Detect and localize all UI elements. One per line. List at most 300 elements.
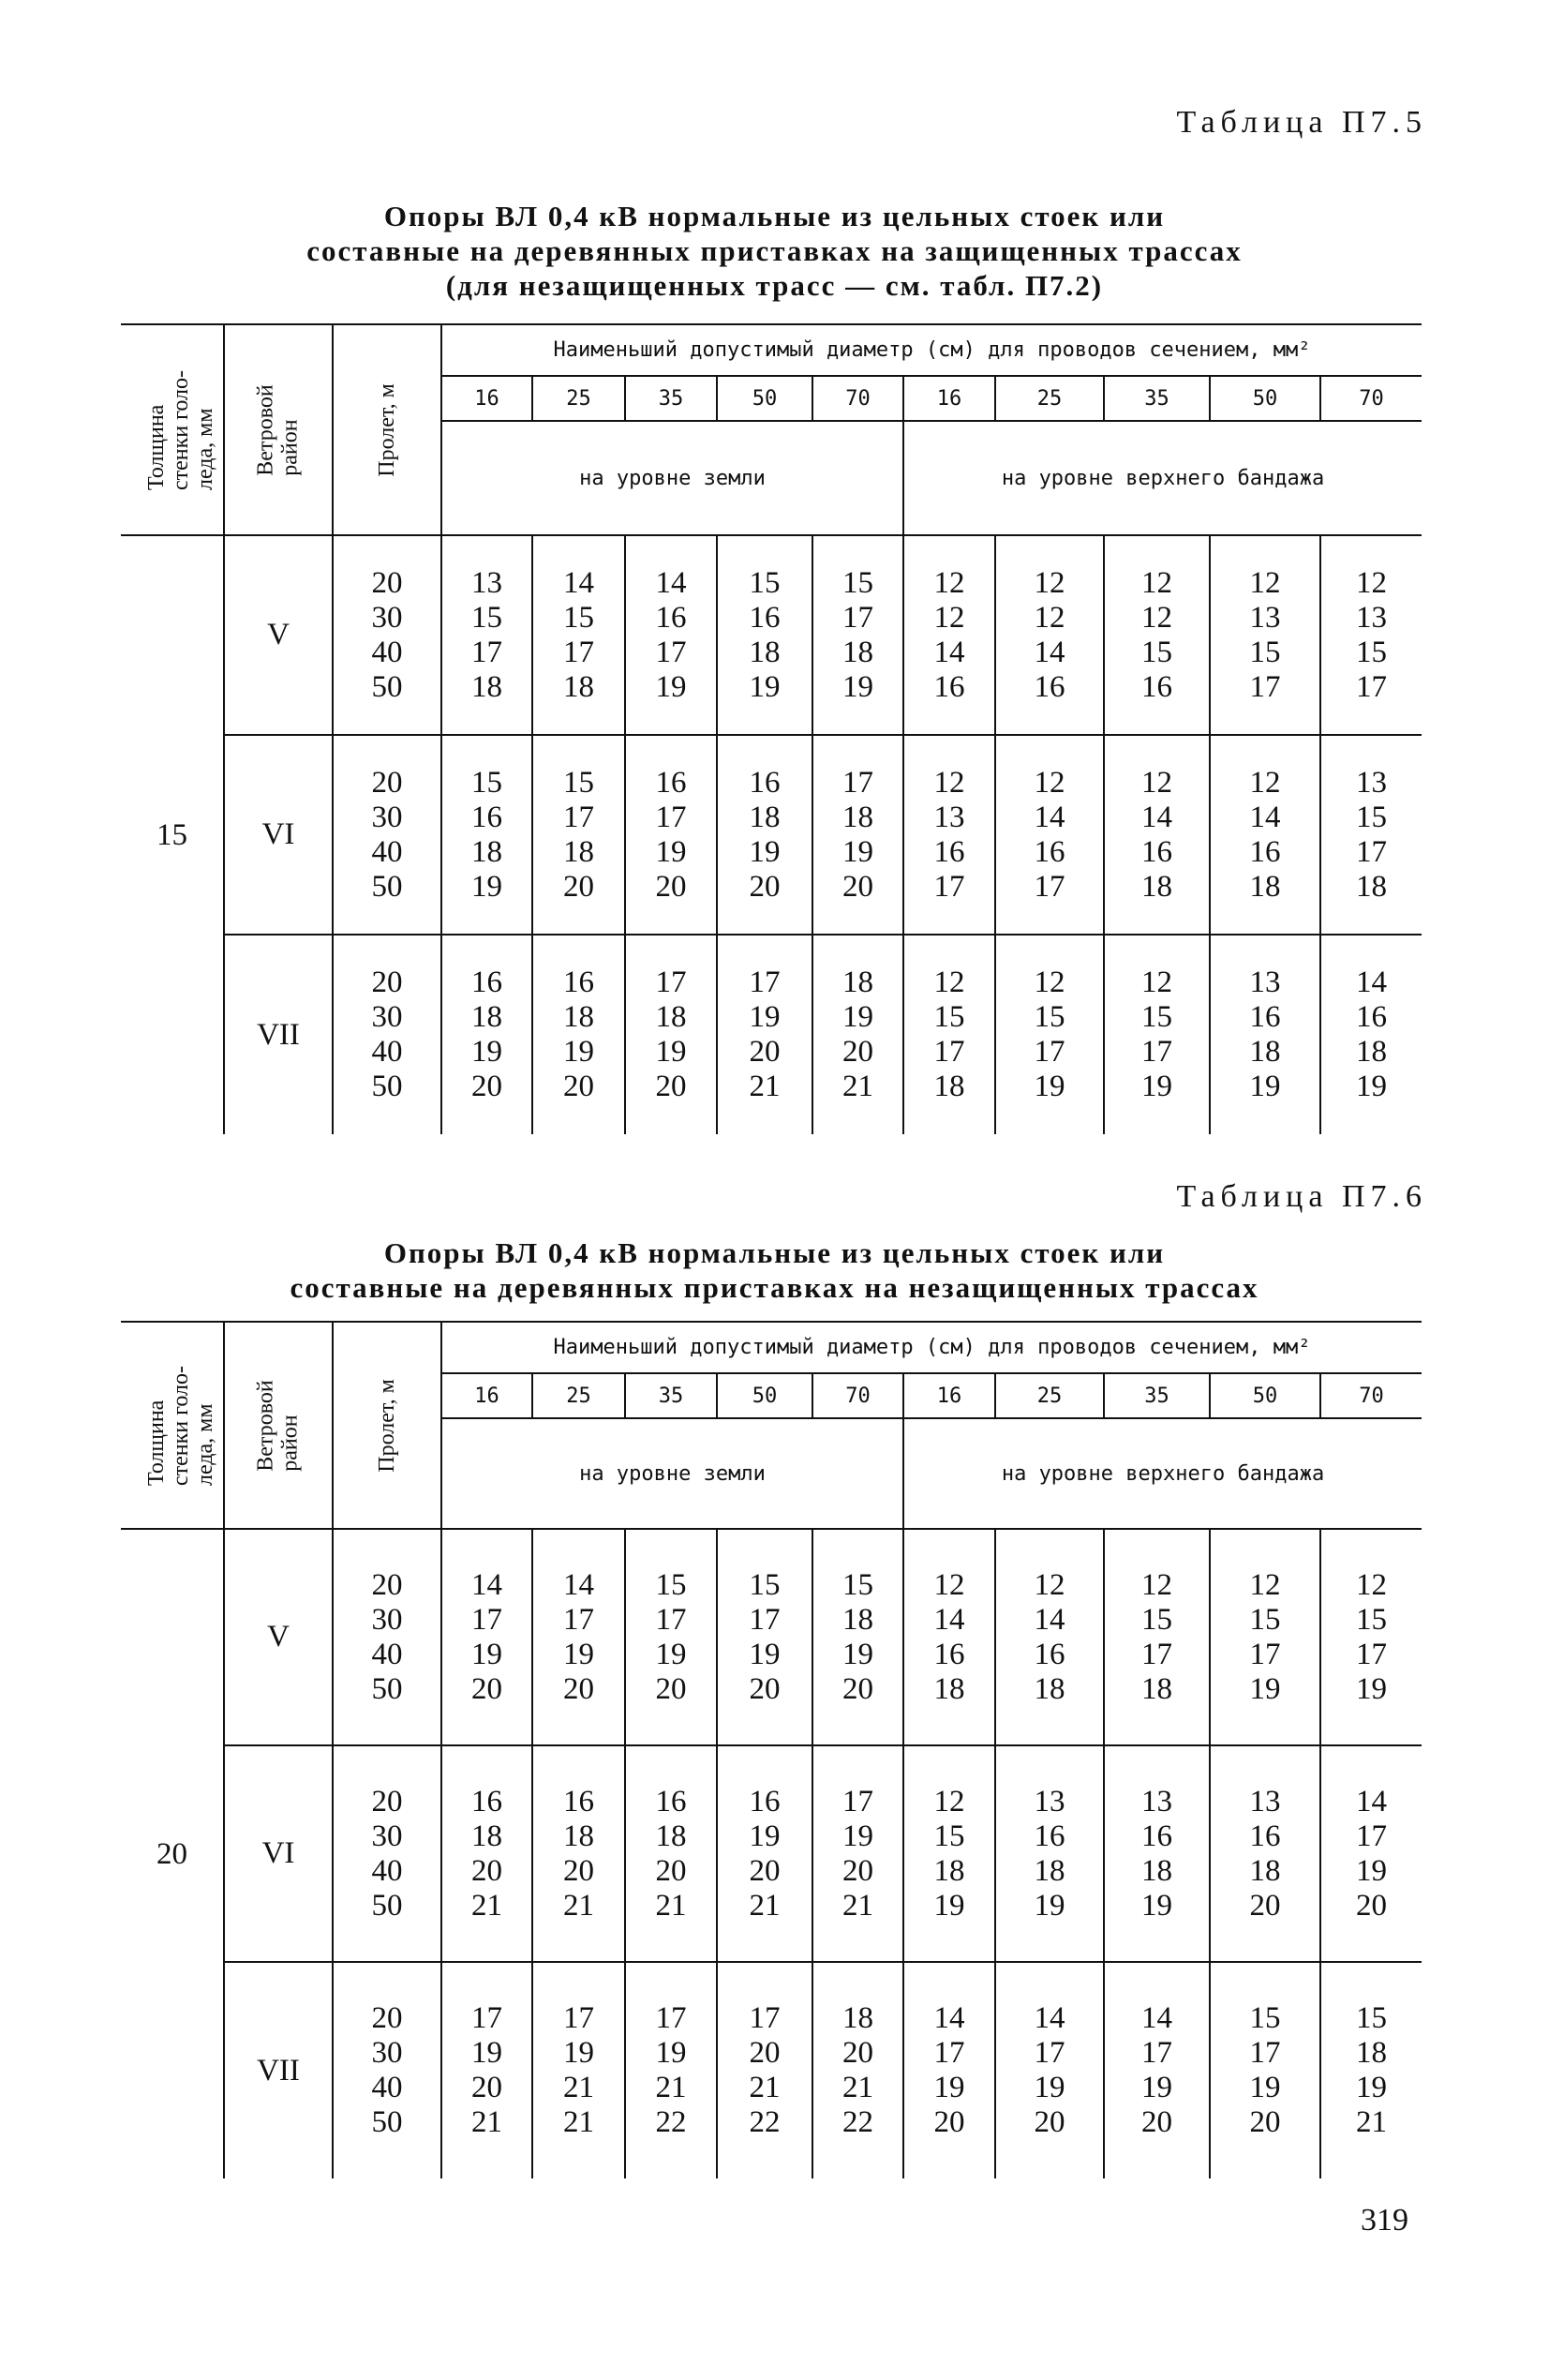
diameter-value: 14: [1141, 2001, 1172, 2035]
diameter-value: 20: [749, 2036, 781, 2070]
diameter-value: 21: [655, 1888, 687, 1923]
diameter-value: 13: [1356, 600, 1388, 635]
diameter-value: 17: [749, 2001, 781, 2035]
diameter-value: 12: [1141, 965, 1172, 999]
span-value: 40: [371, 1637, 403, 1671]
diameter-values: [441, 1745, 532, 1962]
diameter-value: 19: [471, 2036, 502, 2070]
header-wire-size: 25: [995, 376, 1104, 421]
diameter-value: 17: [1356, 1637, 1388, 1671]
diameter-value: 20: [842, 869, 873, 904]
diameter-value: 17: [749, 1602, 781, 1637]
header-wire-size: 70: [812, 1373, 903, 1418]
table-body: [121, 535, 1422, 1134]
diameter-value: 21: [563, 2105, 594, 2139]
header-wire-size: 16: [441, 1373, 532, 1418]
diameter-value: 14: [933, 635, 965, 669]
diameter-value: 15: [1356, 635, 1388, 669]
diameter-value: 12: [1034, 565, 1065, 600]
header-wire-size: 50: [1210, 1373, 1320, 1418]
diameter-value: 17: [1034, 1035, 1065, 1069]
page-number: 319: [1361, 2203, 1408, 2238]
diameter-value: 16: [1034, 1819, 1065, 1853]
diameter-value: 14: [1141, 800, 1172, 834]
diameter-value: 17: [655, 2001, 687, 2035]
span-value: 50: [371, 669, 403, 704]
diameter-value: 19: [1141, 2071, 1172, 2104]
diameter-value: 20: [563, 1671, 594, 1706]
header-wind-region: [224, 1322, 333, 1529]
diameter-value: 20: [563, 1070, 594, 1103]
diameter-values: [1104, 935, 1210, 1134]
span-value: 30: [371, 1000, 403, 1034]
header-ground-level: на уровне земли: [441, 1418, 903, 1529]
header-wire-size: 16: [903, 1373, 995, 1418]
diameter-value: 12: [1356, 1567, 1388, 1602]
header-wire-size: 50: [717, 376, 812, 421]
diameter-values: [1320, 1529, 1422, 1745]
diameter-value: 19: [1249, 1671, 1281, 1706]
diameter-value: 12: [1141, 600, 1172, 635]
diameter-values: [812, 1745, 903, 1962]
span-value: 50: [371, 1671, 403, 1706]
ice-thickness-value: 20: [156, 1836, 187, 1871]
diameter-values: [625, 735, 717, 935]
diameter-value: 15: [933, 1819, 965, 1853]
span-value: 30: [371, 1819, 403, 1853]
header-ice-thickness: [121, 1322, 224, 1529]
diameter-value: 12: [1034, 765, 1065, 800]
table-title: [0, 1235, 1549, 1305]
span-value: 30: [371, 800, 403, 834]
diameter-value: 20: [563, 1853, 594, 1888]
header-wire-size: 25: [532, 1373, 625, 1418]
diameter-values: [717, 1529, 812, 1745]
diameter-value: 16: [749, 600, 781, 635]
diameter-values: [717, 735, 812, 935]
diameter-value: 12: [1249, 765, 1281, 800]
diameter-value: 19: [1034, 1888, 1065, 1923]
diameter-values: [1320, 1745, 1422, 1962]
diameter-value: 22: [749, 2105, 781, 2139]
diameter-value: 21: [842, 1888, 873, 1923]
diameter-value: 19: [1356, 1853, 1388, 1888]
diameter-value: 19: [749, 1819, 781, 1853]
diameter-values: [812, 735, 903, 935]
header-wire-size: 70: [1320, 376, 1422, 421]
diameter-value: 15: [471, 765, 502, 800]
diameter-value: 13: [1356, 765, 1388, 800]
diameter-value: 16: [1141, 669, 1172, 704]
diameter-value: 19: [842, 834, 873, 869]
span-value: 40: [371, 2071, 403, 2104]
diameter-value: 19: [1356, 2071, 1388, 2104]
diameter-value: 19: [1034, 2071, 1065, 2104]
diameter-value: 19: [471, 869, 502, 904]
diameter-value: 19: [749, 834, 781, 869]
diameter-value: 18: [563, 669, 594, 704]
diameter-value: 17: [1141, 2036, 1172, 2070]
wind-region-value: V: [224, 535, 333, 735]
diameter-value: 20: [749, 1035, 781, 1069]
diameter-value: 15: [842, 1567, 873, 1602]
diameter-value: 19: [749, 669, 781, 704]
diameter-value: 21: [842, 2071, 873, 2104]
diameter-value: 17: [655, 635, 687, 669]
diameter-value: 14: [1034, 1602, 1065, 1637]
header-diameter: Наименьший допустимый диаметр (см) для проводов сечением, мм²: [441, 1322, 1422, 1373]
diameter-value: 18: [471, 1000, 502, 1034]
diameter-value: 17: [1034, 869, 1065, 904]
diameter-value: 12: [1034, 1567, 1065, 1602]
wind-region-value: V: [224, 1529, 333, 1745]
header-wire-size: 35: [1104, 1373, 1210, 1418]
diameter-value: 20: [842, 1853, 873, 1888]
diameter-values: [812, 1962, 903, 2178]
diameter-value: 18: [842, 635, 873, 669]
diameter-value: 15: [1034, 1000, 1065, 1034]
diameter-value: 18: [1249, 1853, 1281, 1888]
diameter-value: 16: [1141, 834, 1172, 869]
diameter-values: [1210, 1962, 1320, 2178]
diameter-value: 20: [471, 2071, 502, 2104]
data-table: [121, 1321, 1422, 2178]
diameter-value: 12: [1141, 1567, 1172, 1602]
diameter-values: [995, 935, 1104, 1134]
diameter-value: 19: [655, 1035, 687, 1069]
header-line: район: [277, 1414, 303, 1472]
diameter-value: 15: [1249, 1602, 1281, 1637]
span-values: [333, 935, 441, 1134]
diameter-value: 20: [655, 1853, 687, 1888]
diameter-value: 16: [471, 800, 502, 834]
span-values: [333, 735, 441, 935]
header-wire-size: 16: [441, 376, 532, 421]
span-value: 20: [371, 565, 403, 600]
diameter-value: 12: [933, 565, 965, 600]
header-ice-thickness: [121, 324, 224, 535]
diameter-values: [532, 935, 625, 1134]
diameter-value: 14: [1356, 1784, 1388, 1819]
diameter-value: 19: [655, 834, 687, 869]
data-table: [121, 323, 1422, 1134]
diameter-value: 19: [842, 1819, 873, 1853]
diameter-value: 19: [1034, 1070, 1065, 1103]
span-value: 40: [371, 1853, 403, 1888]
table-header: [121, 1322, 1422, 1529]
diameter-value: 20: [655, 1070, 687, 1103]
diameter-value: 22: [842, 2105, 873, 2139]
diameter-value: 21: [471, 1888, 502, 1923]
diameter-value: 18: [1034, 1853, 1065, 1888]
diameter-value: 12: [933, 1567, 965, 1602]
diameter-value: 18: [563, 1819, 594, 1853]
diameter-value: 16: [1249, 834, 1281, 869]
diameter-values: [441, 735, 532, 935]
diameter-value: 20: [1249, 1888, 1281, 1923]
diameter-value: 17: [842, 1784, 873, 1819]
diameter-values: [812, 1529, 903, 1745]
diameter-value: 18: [563, 834, 594, 869]
diameter-value: 17: [933, 1035, 965, 1069]
diameter-value: 18: [749, 635, 781, 669]
title-line: Опоры ВЛ 0,4 кВ нормальные из цельных стоек или: [383, 1236, 1166, 1269]
span-value: 50: [371, 1070, 403, 1103]
diameter-values: [625, 535, 717, 735]
diameter-values: [1320, 1962, 1422, 2178]
diameter-value: 17: [933, 869, 965, 904]
diameter-value: 15: [1356, 2001, 1388, 2035]
span-value: 20: [371, 765, 403, 800]
diameter-value: 19: [563, 2036, 594, 2070]
diameter-value: 16: [655, 600, 687, 635]
diameter-value: 12: [1249, 565, 1281, 600]
diameter-value: 15: [563, 765, 594, 800]
diameter-value: 19: [1141, 1888, 1172, 1923]
diameter-values: [717, 535, 812, 735]
header-span: [333, 324, 441, 535]
diameter-value: 15: [655, 1567, 687, 1602]
diameter-value: 17: [1356, 834, 1388, 869]
diameter-value: 16: [1141, 1819, 1172, 1853]
diameter-values: [1104, 1962, 1210, 2178]
diameter-value: 19: [563, 1637, 594, 1671]
diameter-value: 17: [1356, 669, 1388, 704]
diameter-value: 18: [1141, 869, 1172, 904]
diameter-values: [1320, 535, 1422, 735]
diameter-value: 18: [842, 1602, 873, 1637]
table-body: [121, 1529, 1422, 2178]
diameter-value: 12: [933, 765, 965, 800]
header-span: [333, 1322, 441, 1529]
diameter-value: 18: [842, 965, 873, 999]
diameter-value: 20: [1141, 2105, 1172, 2139]
header-wire-size: 50: [717, 1373, 812, 1418]
span-value: 20: [371, 1784, 403, 1819]
wind-region-value: VII: [224, 1962, 333, 2178]
diameter-value: 16: [749, 1784, 781, 1819]
diameter-values: [903, 935, 995, 1134]
diameter-value: 16: [563, 965, 594, 999]
diameter-values: [1104, 1529, 1210, 1745]
header-wire-size: 35: [625, 1373, 717, 1418]
diameter-value: 13: [1249, 600, 1281, 635]
span-value: 30: [371, 1602, 403, 1637]
diameter-value: 16: [1356, 1000, 1388, 1034]
diameter-values: [1320, 935, 1422, 1134]
diameter-value: 18: [749, 800, 781, 834]
diameter-value: 19: [471, 1035, 502, 1069]
diameter-values: [532, 1529, 625, 1745]
diameter-value: 15: [1356, 800, 1388, 834]
diameter-value: 16: [1034, 1637, 1065, 1671]
diameter-value: 15: [1141, 1000, 1172, 1034]
diameter-value: 18: [1356, 1035, 1388, 1069]
diameter-value: 21: [563, 1888, 594, 1923]
diameter-values: [1104, 1745, 1210, 1962]
header-ground-level: на уровне земли: [441, 421, 903, 535]
diameter-value: 20: [933, 2105, 965, 2139]
diameter-value: 17: [655, 1602, 687, 1637]
header-wire-size: 35: [625, 376, 717, 421]
diameter-value: 20: [563, 869, 594, 904]
diameter-values: [441, 1962, 532, 2178]
diameter-value: 12: [1356, 565, 1388, 600]
span-value: 30: [371, 600, 403, 635]
diameter-values: [717, 1962, 812, 2178]
diameter-value: 17: [1249, 1637, 1281, 1671]
header-line: Ветровой: [253, 383, 278, 476]
span-values: [333, 1962, 441, 2178]
diameter-values: [1104, 535, 1210, 735]
diameter-value: 18: [1356, 2036, 1388, 2070]
diameter-value: 18: [1141, 1671, 1172, 1706]
diameter-value: 19: [842, 1000, 873, 1034]
diameter-value: 13: [471, 565, 502, 600]
diameter-values: [995, 1529, 1104, 1745]
diameter-value: 19: [471, 1637, 502, 1671]
diameter-values: [717, 1745, 812, 1962]
header-wire-size: 25: [995, 1373, 1104, 1418]
diameter-values: [532, 535, 625, 735]
span-value: 50: [371, 869, 403, 904]
diameter-value: 18: [563, 1000, 594, 1034]
diameter-value: 15: [842, 565, 873, 600]
header-wind-region: [224, 324, 333, 535]
diameter-value: 13: [933, 800, 965, 834]
diameter-values: [1210, 935, 1320, 1134]
span-value: 40: [371, 635, 403, 669]
wind-region-value: VII: [224, 935, 333, 1134]
diameter-values: [1210, 1529, 1320, 1745]
diameter-value: 18: [933, 1853, 965, 1888]
diameter-values: [903, 1962, 995, 2178]
title-line: Опоры ВЛ 0,4 кВ нормальные из цельных стоек или: [383, 200, 1166, 232]
title-line: составные на деревянных приставках на незащищенных трассах: [290, 1271, 1259, 1304]
diameter-values: [441, 935, 532, 1134]
diameter-values: [625, 1962, 717, 2178]
diameter-value: 15: [749, 565, 781, 600]
diameter-values: [995, 1745, 1104, 1962]
diameter-value: 14: [1249, 800, 1281, 834]
diameter-values: [1210, 1745, 1320, 1962]
diameter-value: 13: [1249, 1784, 1281, 1819]
header-bandage-level: на уровне верхнего бандажа: [903, 421, 1422, 535]
diameter-value: 16: [933, 669, 965, 704]
span-value: 50: [371, 1888, 403, 1923]
diameter-value: 20: [842, 2036, 873, 2070]
wind-region-value: VI: [224, 735, 333, 935]
diameter-value: 22: [655, 2105, 687, 2139]
diameter-value: 19: [563, 1035, 594, 1069]
diameter-value: 15: [471, 600, 502, 635]
title-line: (для незащищенных трасс — см. табл. П7.2): [445, 269, 1104, 302]
diameter-value: 16: [655, 765, 687, 800]
diameter-value: 18: [1141, 1853, 1172, 1888]
diameter-values: [903, 1529, 995, 1745]
diameter-value: 20: [655, 1671, 687, 1706]
diameter-value: 15: [1141, 1602, 1172, 1637]
table-label: Таблица П7.6: [1176, 1179, 1427, 1214]
table-header: [121, 324, 1422, 535]
diameter-value: 14: [1034, 800, 1065, 834]
diameter-value: 20: [471, 1853, 502, 1888]
diameter-value: 12: [933, 600, 965, 635]
diameter-value: 17: [655, 965, 687, 999]
diameter-value: 12: [1141, 565, 1172, 600]
table-title: [0, 199, 1549, 303]
diameter-value: 13: [1249, 965, 1281, 999]
diameter-value: 17: [1356, 1819, 1388, 1853]
table-row: [121, 1529, 1422, 1745]
diameter-value: 14: [563, 565, 594, 600]
diameter-value: 14: [1034, 2001, 1065, 2035]
diameter-value: 14: [471, 1567, 502, 1602]
diameter-value: 18: [655, 1819, 687, 1853]
diameter-value: 17: [471, 1602, 502, 1637]
diameter-values: [1210, 535, 1320, 735]
diameter-value: 13: [1034, 1784, 1065, 1819]
header-line: Толщина: [144, 1400, 170, 1486]
diameter-value: 20: [1034, 2105, 1065, 2139]
diameter-value: 12: [1034, 600, 1065, 635]
diameter-values: [1104, 735, 1210, 935]
diameter-value: 14: [655, 565, 687, 600]
diameter-values: [903, 1745, 995, 1962]
diameter-value: 19: [842, 1637, 873, 1671]
diameter-value: 16: [563, 1784, 594, 1819]
diameter-value: 17: [563, 2001, 594, 2035]
diameter-values: [812, 935, 903, 1134]
diameter-values: [1210, 735, 1320, 935]
header-line: Толщина: [144, 404, 170, 490]
diameter-value: 12: [1141, 765, 1172, 800]
diameter-value: 12: [933, 965, 965, 999]
diameter-value: 18: [1356, 869, 1388, 904]
diameter-value: 16: [1249, 1000, 1281, 1034]
span-value: 20: [371, 965, 403, 999]
diameter-value: 17: [842, 600, 873, 635]
span-value: 40: [371, 1035, 403, 1069]
diameter-value: 17: [1249, 2036, 1281, 2070]
span-values: [333, 535, 441, 735]
diameter-value: 17: [563, 635, 594, 669]
diameter-value: 18: [933, 1070, 965, 1103]
diameter-value: 17: [563, 1602, 594, 1637]
diameter-value: 20: [471, 1070, 502, 1103]
diameter-value: 18: [1034, 1671, 1065, 1706]
diameter-value: 18: [471, 834, 502, 869]
diameter-value: 17: [749, 965, 781, 999]
diameter-value: 20: [1356, 1888, 1388, 1923]
diameter-value: 19: [655, 2036, 687, 2070]
diameter-value: 19: [655, 1637, 687, 1671]
diameter-value: 13: [1141, 1784, 1172, 1819]
header-line: стенки голо-: [169, 369, 194, 490]
diameter-value: 15: [1356, 1602, 1388, 1637]
diameter-value: 18: [471, 669, 502, 704]
header-line: стенки голо-: [169, 1365, 194, 1486]
diameter-values: [532, 735, 625, 935]
header-wire-size: 16: [903, 376, 995, 421]
span-value: 20: [371, 1567, 403, 1602]
diameter-values: [903, 735, 995, 935]
diameter-values: [441, 535, 532, 735]
header-wire-size: 25: [532, 376, 625, 421]
diameter-value: 21: [563, 2071, 594, 2104]
diameter-value: 17: [1034, 2036, 1065, 2070]
diameter-value: 19: [1356, 1671, 1388, 1706]
